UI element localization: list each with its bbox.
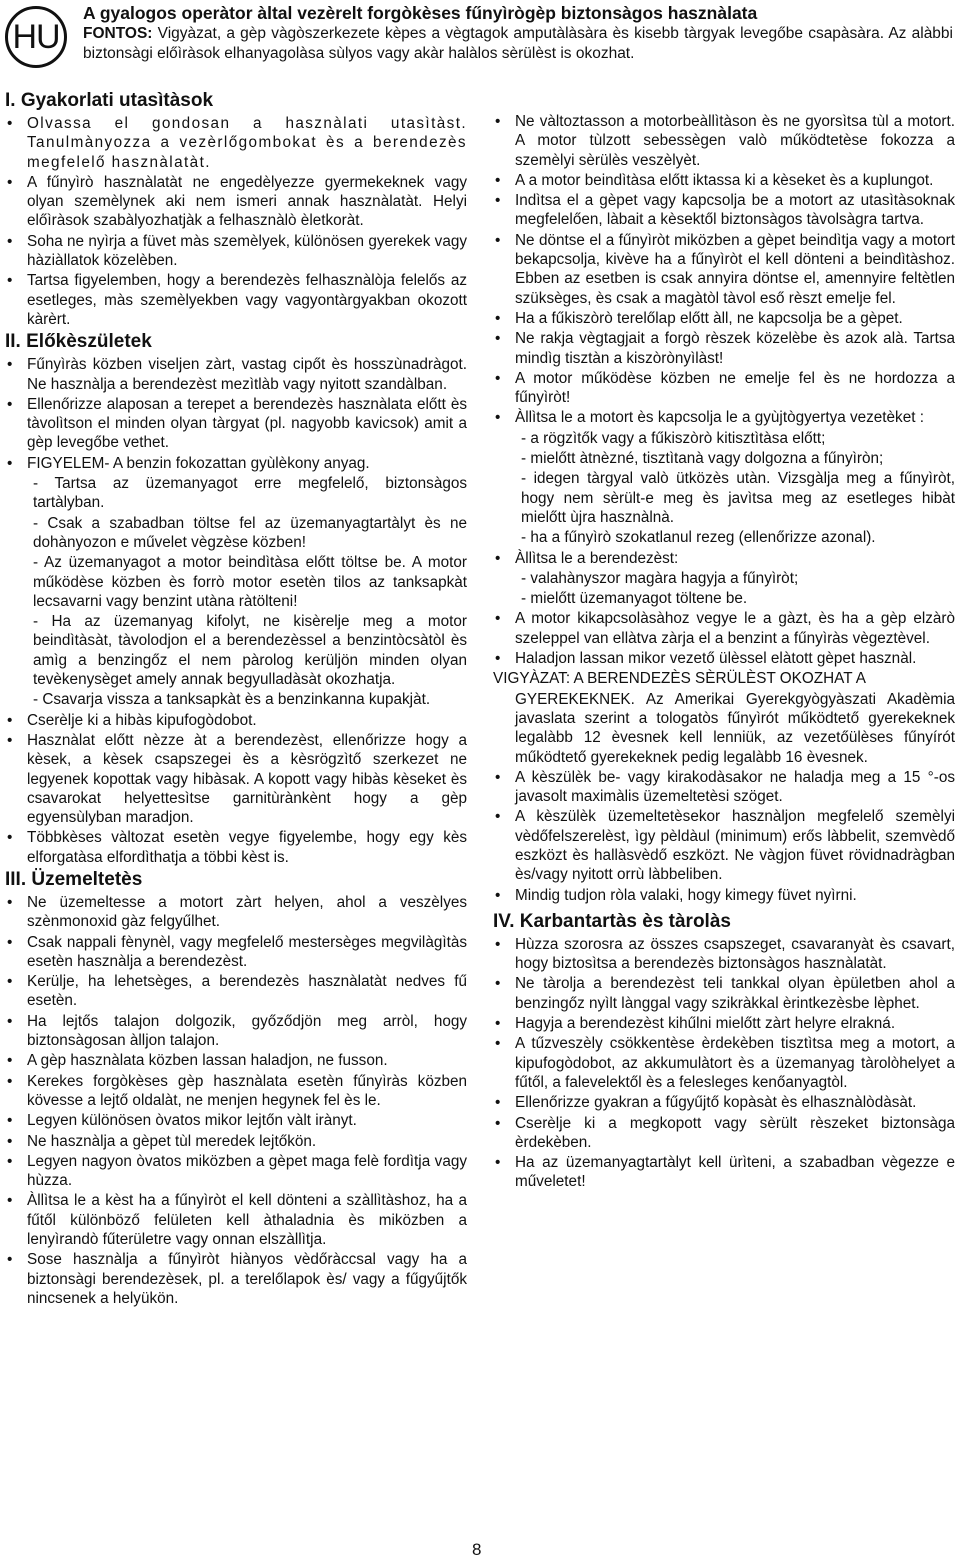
section-title-1: I. Gyakorlati utasìtàsok xyxy=(5,90,214,111)
list-item: • Hùzza szorosra az összes csapszeget, csavaranyàt ès csavart, hogy biztosìtsa a berendezès biztonsàgos hasznàlatàt. xyxy=(493,935,955,974)
list-item: • Àllìtsa le a berendezèst: xyxy=(493,549,955,568)
sub-item: - mielőtt àtnèzné, tisztìtanà vagy dolgozna a fűnyìròn; xyxy=(521,450,884,468)
list-item: • Fűnyìràs közben viseljen zàrt, vastag cipőt ès hosszùnadràgot. Ne hasznàlja a berendezèst mezìtlàb vagy nyitott szandàlban. xyxy=(5,355,467,394)
list-item: • Csak nappali fènynèl, vagy megfelelő mestersèges megvilàgìtàs esetèn hasznàlja a berendezèst. xyxy=(5,933,467,972)
right-column xyxy=(493,112,955,1193)
list-item: • Cserèlje ki a hibàs kipufogòdobot. xyxy=(5,711,467,730)
list-item: • Ne vàltoztasson a motorbeàllìtàson ès ne gyorsìtsa tùl a motort. A motor tùlzott sebessègen valò működtetèse fokozza a szemèlyi sèrülès veszèlyèt. xyxy=(493,112,955,170)
list-item: • Indìtsa el a gèpet vagy kapcsolja be a motort az utasìtàsoknak megfelelően, làbait a kèsektől biztonsàgos tàvolsàgra tartva. xyxy=(493,191,955,230)
list-item: • Legyen különösen òvatos mikor lejtőn vàlt irànyt. xyxy=(5,1111,467,1130)
language-badge: HU xyxy=(5,6,67,68)
sub-item: - idegen tàrgyal valò ütközès utàn. Vizsgàlja meg a fűnyìròt, hogy nem sèrült-e meg ès javìtsa meg az esetleges hibàt mielőtt ùjra hasznàlnà. xyxy=(521,470,955,526)
warning-body: GYEREKEKNEK. Az Amerikai Gyerekgyògyàszati Akadèmia javaslata szerint a tologatòs fűnyìrót működtető gyerekeknek legalàbb 12 èvesnek kell lenniük, az vezetőülèses fűnyírót működtető gyerekeknek pedig legalàbb 16 èvesnek. xyxy=(515,690,955,766)
list-item: • Legyen nagyon òvatos miközben a gèpet maga felè fordìtja vagy hùzza. xyxy=(5,1152,467,1191)
sub-item: - mielőtt üzemanyagot töltene be. xyxy=(521,590,748,608)
list-item: • Olvassa el gondosan a hasznàlati utasìtàst. Tanulmànyozza a vezèrlőgombokat ès a berendezès megfelelő hasznàlatàt. xyxy=(5,114,467,172)
section-title-4: IV. Karbantartàs ès tàrolàs xyxy=(493,910,731,932)
list-item: • A a motor beindìtàsa előtt iktassa ki a kèseket ès a kuplungot. xyxy=(493,171,955,190)
list-item: • A fűnyìrò hasznàlatàt ne engedèlyezze gyermekeknek vagy olyan szemèlynek aki nem ismeri annak hasznàlatàt. Helyi előìràsok szabàlyozhatjàk a felhasznàlò èletkoràt. xyxy=(5,173,467,231)
left-column xyxy=(5,88,467,1309)
list-item: • Ha az üzemanyagtartàlyt kell ürìteni, a szabadban vègezze e műveletet! xyxy=(493,1153,955,1192)
list-item: • A motor kikapcsolàsàhoz vegye le a gàzt, ès ha a gèp elzàrò szeleppel van ellàtva zàrja el a benzint a fűnyìràs vègeztèvel. xyxy=(493,609,955,648)
sub-item: - Tartsa az üzemanyagot erre megfelelő, biztonsàgos tartàlyban. xyxy=(33,475,467,512)
sub-item: - a rögzìtők vagy a fűkiszòrò kitisztìtàsa előtt; xyxy=(521,429,826,447)
list-item: • Hagyja a berendezèst kihűlni mielőtt zàrt helyre elrakná. xyxy=(493,1014,955,1033)
list-item: • Tartsa figyelemben, hogy a berendezès felhasznàlòja felelős az esetleges, màs szemèlyekben vagy vagyontàrgyakban okozott kàrèrt. xyxy=(5,271,467,329)
header xyxy=(83,3,953,64)
list-item: • Ha a fűkiszòrò terelőlap előtt àll, ne kapcsolja be a gèpet. xyxy=(493,309,955,328)
warning-text: Vigyàzat, a gèp vàgòszerkezete kèpes a vègtagok amputàlàsàra ès kisebb tàrgyak levegőbe csapàsàra. Az alàbbi biztonsàgi előìràsok elhanyagolàsa sùlyos vagy akàr halàlos sèrülèst is okozhat. xyxy=(83,25,953,62)
list-item: • Ne hasznàlja a gèpet tùl meredek lejtőkön. xyxy=(5,1132,467,1151)
list-item: • Cserèlje ki a megkopott vagy sèrült rèszeket biztonsàga èrdekèben. xyxy=(493,1114,955,1153)
list-item: • Àllìtsa le a kèst ha a fűnyìròt el kell dönteni a szàllìtàshoz, ha a fűtől különböző felületen kell àthaladnia ès miközben a lenyìrandò fűterületre vagy onnan elszàllìtja. xyxy=(5,1191,467,1249)
list-item: • Ha lejtős talajon dolgozik, győződjön meg arròl, hogy biztonsàgosan àlljon talajon. xyxy=(5,1012,467,1051)
list-item: • A gèp hasznàlata közben lassan haladjon, ne fusson. xyxy=(5,1051,467,1070)
section-title-2: II. Előkèszületek xyxy=(5,331,152,353)
list-item: • Többkèses vàltozat esetèn vegye figyelembe, hogy egy kès elforgatàsa elfordìthatja a többi kèst is. xyxy=(5,828,467,867)
list-item: • Soha ne nyìrja a füvet màs szemèlyek, különösen gyerekek vagy hàziàllatok közelèben. xyxy=(5,232,467,271)
sub-item: - Csavarja vissza a tanksapkàt ès a benzinkanna kupakjàt. xyxy=(33,691,431,709)
list-item: • Kerülje, ha lehetsèges, a berendezès hasznàlatàt nedves fű esetèn. xyxy=(5,972,467,1011)
sub-item: - valahànyszor magàra hagyja a fűnyìròt; xyxy=(521,569,799,587)
list-item: • Kerekes forgòkèses gèp hasznàlata esetèn fűnyìràs közben kövesse a lejtő oldalàt, ne menjen hegynek fel ès le. xyxy=(5,1072,467,1111)
list-item: • Ellenőrizze alaposan a terepet a berendezès hasznàlata előtt ès tàvolìtson el minden olyan tàrgyat (pl. nagyobb kavicsok) amit a gèp levegőbe vethet. xyxy=(5,395,467,453)
list-item: • A motor működèse közben ne emelje fel ès ne hordozza a fűnyìròt! xyxy=(493,369,955,408)
section-title-3: III. Üzemeltetès xyxy=(5,868,143,890)
sub-item: - Az üzemanyagot a motor beindìtàsa előtt töltse be. A motor működèse közben ès forrò motor esetèn tilos az tanksapkàt lecsavarni vagy benzint utàna ràtölteni! xyxy=(33,554,467,610)
list-item: • Ne tàrolja a berendezèst teli tankkal olyan èpületben ahol a benzingőz nyìlt lànggal vagy szikràkkal èrintkezèsbe lèphet. xyxy=(493,974,955,1013)
list-item: • Ne üzemeltesse a motort zàrt helyen, ahol a veszèlyes szènmonoxid gàz felgyűlhet. xyxy=(5,893,467,932)
sub-item: - Ha az üzemanyag kifolyt, ne kisèrelje meg a motor beindìtàsàt, tàvolodjon el a berendezèssel a benzintòcsàtòl ès amìg a benzingőz el nem pàrolog kerüljön minden olyan tevèkenysèget amely annak begyulladàsàt okozhatja. xyxy=(33,613,467,689)
list-item: • A tűzveszèly csökkentèse èrdekèben tisztìtsa meg a motort, a kipufogòdobot, az akkumulàtort ès a üzemanyag tàrolòhelyet a fűtől, a falevelektől ès a felesleges kenőanyagtòl. xyxy=(493,1034,955,1092)
list-item: • FIGYELEM- A benzin fokozattan gyùlèkony anyag. xyxy=(5,454,467,473)
page-number: 8 xyxy=(472,1540,482,1559)
warning-paragraph xyxy=(83,24,953,64)
list-item: • Hasznàlat előtt nèzze àt a berendezèst, ellenőrizze hogy a kèsek, a kèsek csapszegei ès a kèsrögzìtő szerkezet ne legyenek kopottak vagy hibàsak. A kopott vagy hibàs kèseket ès csavarokat helyettesìtse garnitùrànkènt hogy a gèp egyensùlyban maradjon. xyxy=(5,731,467,827)
list-item: • Ellenőrizze gyakran a fűgyűjtő kopàsàt ès elhasznàlòdàsàt. xyxy=(493,1093,955,1112)
page-title: A gyalogos operàtor àltal vezèrelt forgòkèses fűnyìrògèp biztonsàgos hasznàlata xyxy=(83,3,758,23)
sub-item: - ha a fűnyìrò szokatlanul rezeg (ellenőrizze azonal). xyxy=(521,529,876,547)
list-item: • A kèszülèk be- vagy kirakodàsakor ne haladja meg a 15 °-os javasolt maximàlis üzemeltetèsi szöget. xyxy=(493,768,955,807)
warning-label: FONTOS: xyxy=(83,25,153,42)
sub-item: - Csak a szabadban töltse fel az üzemanyagtartàlyt ès ne dohànyozon e művelet vègzèse közben! xyxy=(33,514,467,551)
list-item: • Àllìtsa le a motort ès kapcsolja le a gyùjtògyertya vezetèket : xyxy=(493,408,955,427)
list-item: • Ne döntse el a fűnyìròt miközben a gèpet beindìtja vagy a motort bekapcsolja, kivève ha a fűnyìròt el kell dönteni a beindìtàshoz. Ebben az esetben is csak annyira döntse el, amennyire feltètlen szüksèges, ès csak a magàtòl tàvol eső rèszt emelje fel. xyxy=(493,231,955,308)
list-item: • A kèszülèk üzemeltetèsekor hasznàljon megfelelő szemèlyi vèdőfelszerelèst, ìgy pèldàul (minimum) erős làbbelit, szemvèdő eszközt ès hallàsvèdő eszközt. Ne vàgjon füvet rövidnadràgban ès/vagy nyitott orrù làbbeliben. xyxy=(493,807,955,884)
list-item: • Haladjon lassan mikor vezető ülèssel elàtott gèpet hasznàl. xyxy=(493,649,955,668)
list-item: • Sose hasznàlja a fűnyìròt hiànyos vèdőràccsal vagy ha a biztonsàgi berendezèsek, pl. a terelőlapok ès/ vagy a fűgyűjtők nincsenek a helyükön. xyxy=(5,1250,467,1308)
warning-heading: VIGYÀZAT: A BERENDEZÈS SÈRÜLÈST OKOZHAT A xyxy=(493,670,866,688)
list-item: • Mindig tudjon ròla valaki, hogy kimegy füvet nyìrni. xyxy=(493,886,955,905)
list-item: • Ne rakja vègtagjait a forgò rèszek közelèbe ès azok alà. Tartsa mindìg tisztàn a kiszòrònyìlàst! xyxy=(493,329,955,368)
